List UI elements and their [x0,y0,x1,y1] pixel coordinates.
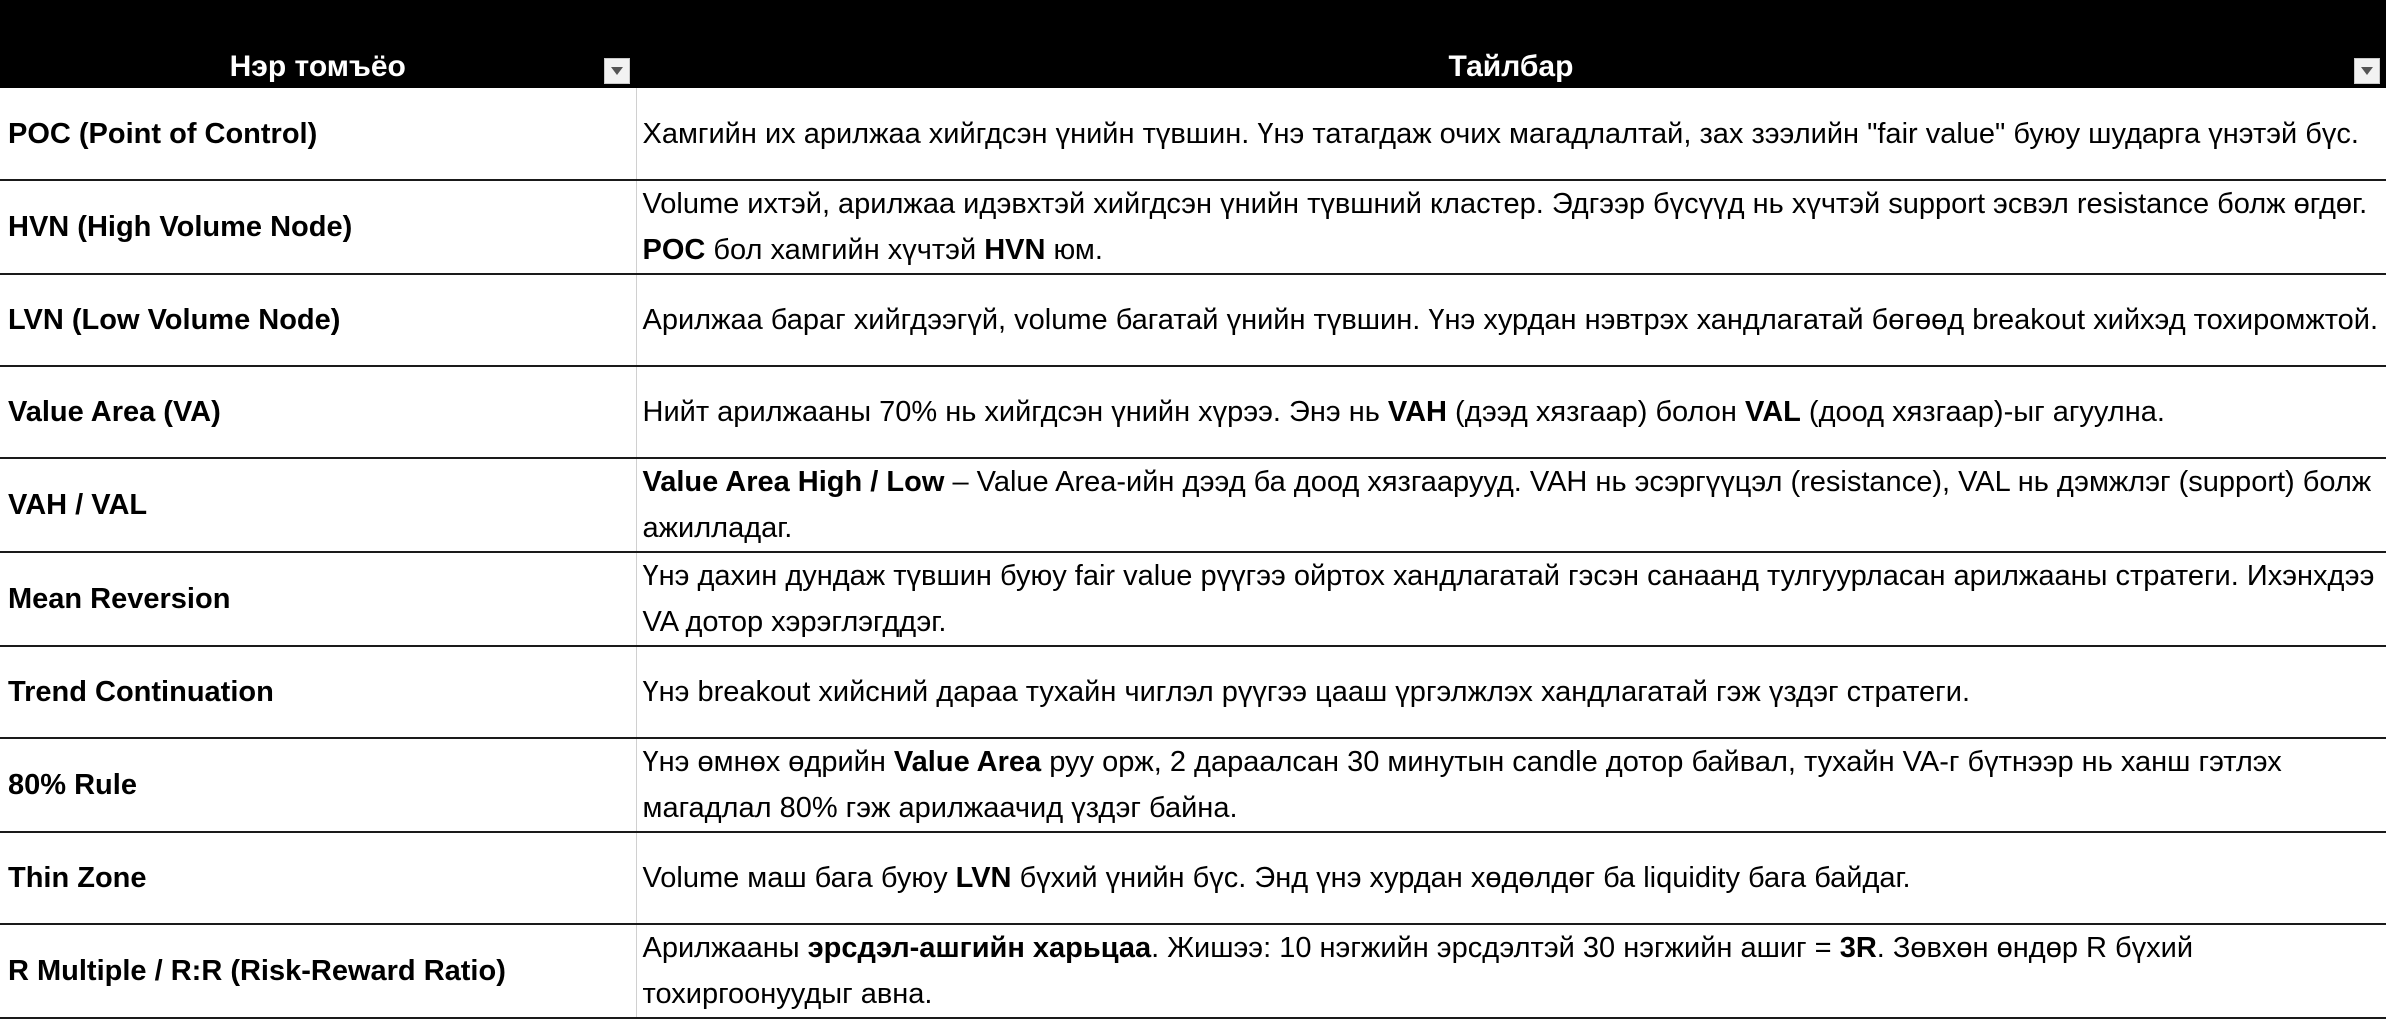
description-text: Үнэ өмнөх өдрийн [642,746,894,778]
table-row [0,738,2386,832]
column-header-description-label: Тайлбар [1448,50,1574,83]
table-row [0,88,2386,180]
term-cell[interactable]: HVN (High Volume Node) [0,180,636,274]
description-text: Нийт арилжааны 70% нь хийгдсэн үнийн хүрээ. Энэ нь [642,396,1388,428]
term-cell[interactable]: POC (Point of Control) [0,88,636,180]
term-cell[interactable]: R Multiple / R:R (Risk-Reward Ratio) [0,924,636,1018]
description-cell[interactable] [636,552,2386,646]
description-bold-text: POC [642,234,706,266]
description-text: Үнэ breakout хийсний дараа тухайн чиглэл рүүгээ цааш үргэлжлэх хандлагатай гэж үздэг стратеги. [642,676,1971,708]
header-row [0,0,2386,88]
description-text: . Жишээ: 10 нэгжийн эрсдэлтэй 30 нэгжийн ашиг = [1151,932,1840,964]
description-text: Хамгийн их арилжаа хийгдсэн үнийн түвшин. Үнэ татагдаж очих магадлалтай, зах зээлийн "fair value" буюу шударга үнэтэй бүс. [642,117,2359,150]
table-row [0,924,2386,1018]
column-header-term-label: Нэр томъёо [229,50,406,83]
description-cell[interactable] [636,458,2386,552]
description-cell[interactable] [636,366,2386,458]
description-cell[interactable] [636,924,2386,1018]
table-row [0,552,2386,646]
description-text: Volume маш бага буюу [642,862,956,894]
description-cell[interactable] [636,738,2386,832]
table-row [0,180,2386,274]
description-text: Арилжаа бараг хийгдээгүй, volume багатай үнийн түвшин. Үнэ хурдан нэвтрэх хандлагатай бөгөөд breakout хийхэд тохиромжтой. [642,304,2379,336]
column-header-term [0,0,636,88]
description-bold-text: Value Area High / Low [642,466,945,498]
description-text: юм. [1045,234,1103,266]
table-row [0,274,2386,366]
filter-dropdown-icon[interactable] [2354,58,2380,84]
table-row [0,832,2386,924]
filter-dropdown-icon[interactable] [604,58,630,84]
term-cell[interactable]: LVN (Low Volume Node) [0,274,636,366]
description-text: – Value Area-ийн дээд ба доод хязгаарууд. VAH нь эсэргүүцэл (resistance), VAL нь дэмжлэг (support) болж ажилладаг. [642,466,2372,544]
description-bold-text: LVN [955,862,1012,894]
description-text: бүхий үнийн бүс. Энд үнэ хурдан хөдөлдөг ба liquidity бага байдаг. [1011,862,1911,894]
term-cell[interactable]: Thin Zone [0,832,636,924]
description-text: (дээд хязгаар) болон [1447,396,1745,428]
description-cell[interactable] [636,88,2386,180]
term-cell[interactable]: Value Area (VA) [0,366,636,458]
term-cell[interactable]: 80% Rule [0,738,636,832]
description-cell[interactable] [636,832,2386,924]
description-text: Үнэ дахин дундаж түвшин буюу fair value рүүгээ ойртох хандлагатай гэсэн санаанд тулгуурласан арилжааны стратеги. Ихэнхдээ VA дотор хэрэглэгддэг. [642,560,2375,638]
description-text: . Зөвхөн өндөр R бүхий тохиргоонуудыг авна. [642,932,2194,1010]
description-text: (доод хязгаар)-ыг агуулна. [1800,396,2165,428]
table-row [0,646,2386,738]
term-cell[interactable]: Mean Reversion [0,552,636,646]
description-text: бол хамгийн хүчтэй [705,234,985,266]
term-cell[interactable]: VAH / VAL [0,458,636,552]
description-bold-text: Value Area [893,746,1042,778]
description-cell[interactable] [636,274,2386,366]
description-bold-text: HVN [984,234,1046,266]
description-text: Volume ихтэй, арилжаа идэвхтэй хийгдсэн үнийн түвшний кластер. Эдгээр бүсүүд нь хүчтэй support эсвэл resistance болж өгдөг. [642,188,2368,220]
description-bold-text: VAH [1387,396,1447,428]
description-text: руу орж, 2 дараалсан 30 минутын candle дотор байвал, тухайн VA-г бүтнээр нь ханш гэтлэх магадлал 80% гэж арилжаачид үздэг байна. [642,746,2282,824]
description-bold-text: VAL [1745,396,1801,428]
description-bold-text: 3R [1839,932,1877,964]
table-row [0,366,2386,458]
description-cell[interactable] [636,646,2386,738]
term-cell[interactable]: Trend Continuation [0,646,636,738]
description-cell[interactable] [636,180,2386,274]
column-header-description [636,0,2386,88]
description-text: Арилжааны [642,932,808,964]
description-bold-text: эрсдэл-ашгийн харьцаа [807,932,1152,964]
table-row [0,458,2386,552]
